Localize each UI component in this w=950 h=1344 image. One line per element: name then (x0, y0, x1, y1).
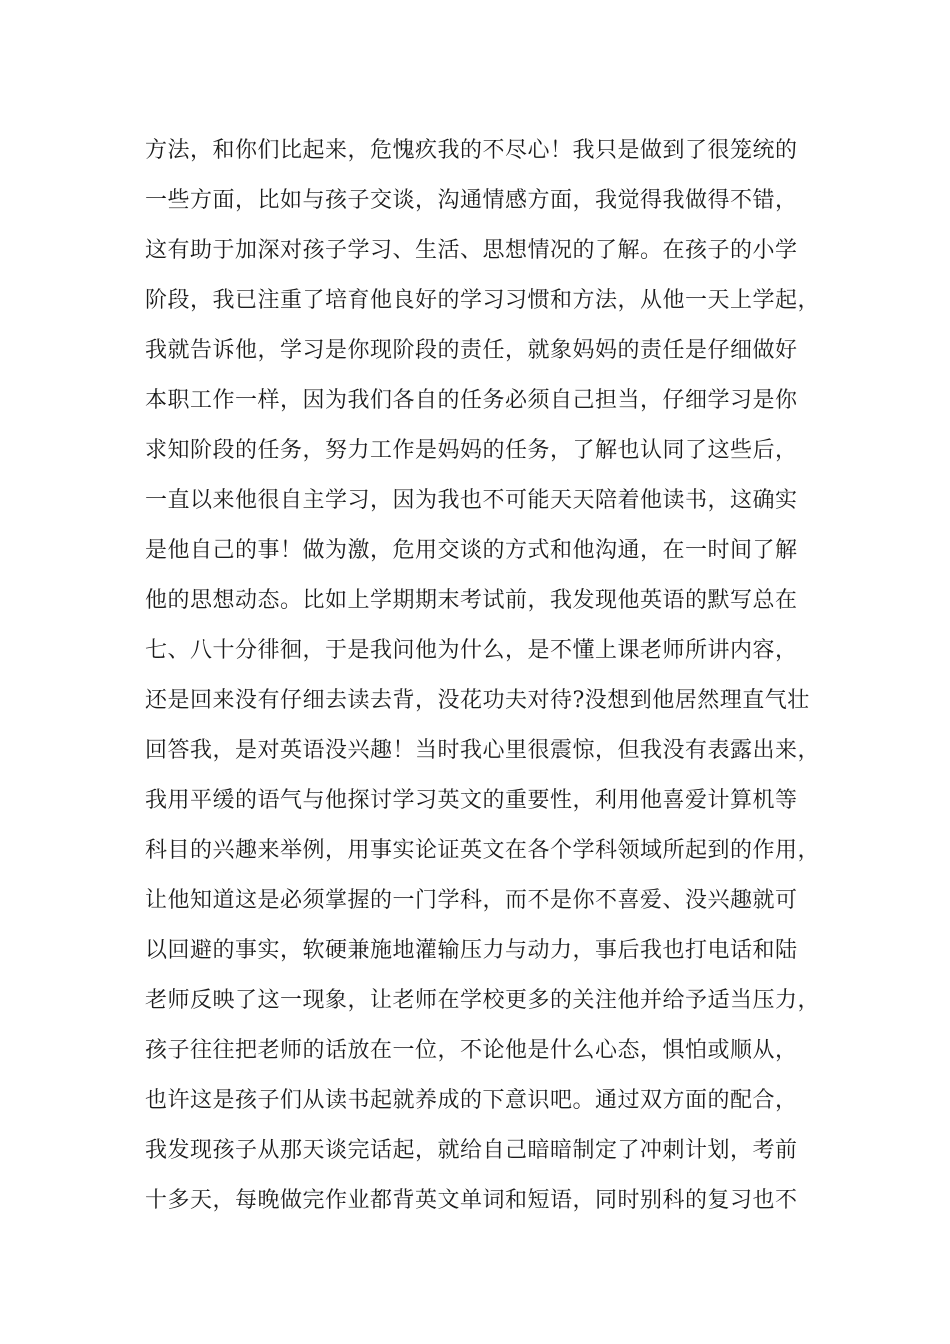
text-line: 一直以来他很自主学习，因为我也不可能天天陪着他读书，这确实 (145, 488, 798, 513)
text-line: 是他自己的事！做为激，危用交谈的方式和他沟通，在一时间了解 (145, 538, 798, 563)
text-line: 以回避的事实，软硬兼施地灌输压力与动力，事后我也打电话和陆 (145, 938, 798, 963)
text-line: 我就告诉他，学习是你现阶段的责任，就象妈妈的责任是仔细做好 (145, 338, 798, 363)
body-text (145, 126, 845, 1226)
text-line: 老师反映了这一现象，让老师在学校更多的关注他并给予适当压力， (145, 988, 821, 1013)
text-line: 七、八十分徘徊，于是我问他为什么，是不懂上课老师所讲内容， (145, 638, 798, 663)
text-line: 方法，和你们比起来，危愧疚我的不尽心！我只是做到了很笼统的 (145, 138, 798, 163)
text-line: 也许这是孩子们从读书起就养成的下意识吧。通过双方面的配合， (145, 1088, 798, 1113)
text-line: 他的思想动态。比如上学期期末考试前，我发现他英语的默写总在 (145, 588, 798, 613)
text-line: 还是回来没有仔细去读去背，没花功夫对待?没想到他居然理直气壮 (145, 688, 810, 713)
text-line: 孩子往往把老师的话放在一位，不论他是什么心态，惧怕或顺从， (145, 1038, 798, 1063)
text-line: 回答我，是对英语没兴趣！当时我心里很震惊，但我没有表露出来， (145, 738, 821, 763)
text-line: 求知阶段的任务，努力工作是妈妈的任务，了解也认同了这些后， (145, 438, 798, 463)
text-line: 本职工作一样，因为我们各自的任务必须自己担当，仔细学习是你 (145, 388, 798, 413)
text-line: 让他知道这是必须掌握的一门学科，而不是你不喜爱、没兴趣就可 (145, 888, 798, 913)
text-line: 十多天，每晚做完作业都背英文单词和短语，同时别科的复习也不 (145, 1188, 798, 1213)
text-line: 这有助于加深对孩子学习、生活、思想情况的了解。在孩子的小学 (145, 238, 798, 263)
text-line: 阶段，我已注重了培育他良好的学习习惯和方法，从他一天上学起， (145, 288, 821, 313)
text-line: 一些方面，比如与孩子交谈，沟通情感方面，我觉得我做得不错， (145, 188, 798, 213)
text-line: 我用平缓的语气与他探讨学习英文的重要性，利用他喜爱计算机等 (145, 788, 798, 813)
text-line: 我发现孩子从那天谈完话起，就给自己暗暗制定了冲刺计划，考前 (145, 1138, 798, 1163)
text-line: 科目的兴趣来举例，用事实论证英文在各个学科领域所起到的作用， (145, 838, 821, 863)
